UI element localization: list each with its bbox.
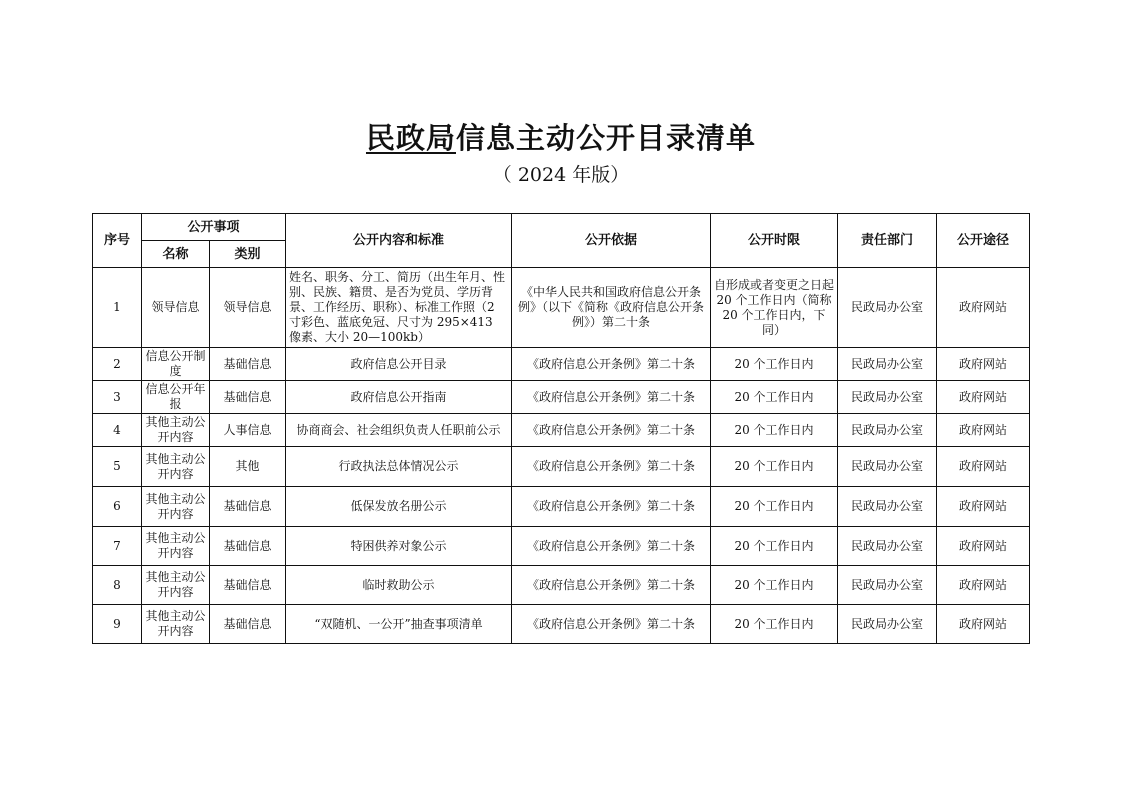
cell-basis: 《政府信息公开条例》第二十条 xyxy=(512,447,711,487)
document-title-underlined: 民政局 xyxy=(365,121,456,155)
header-department: 责任部门 xyxy=(838,214,937,268)
cell-content: 政府信息公开指南 xyxy=(286,381,512,414)
header-basis: 公开依据 xyxy=(512,214,711,268)
cell-category: 基础信息 xyxy=(210,566,286,605)
cell-basis: 《中华人民共和国政府信息公开条例》（以下《简称《政府信息公开条例》）第二十条 xyxy=(512,268,711,348)
cell-department: 民政局办公室 xyxy=(838,268,937,348)
cell-time-limit: 20 个工作日内 xyxy=(711,527,838,566)
cell-basis: 《政府信息公开条例》第二十条 xyxy=(512,414,711,447)
cell-seq: 8 xyxy=(93,566,142,605)
cell-time-limit: 自形成或者变更之日起 20 个工作日内（简称 20 个工作日内，下同） xyxy=(711,268,838,348)
cell-content: 特困供养对象公示 xyxy=(286,527,512,566)
cell-category: 其他 xyxy=(210,447,286,487)
cell-department: 民政局办公室 xyxy=(838,381,937,414)
table-row xyxy=(93,414,1030,447)
cell-content: 协商商会、社会组织负责人任职前公示 xyxy=(286,414,512,447)
cell-time-limit: 20 个工作日内 xyxy=(711,414,838,447)
cell-content: 姓名、职务、分工、简历（出生年月、性别、民族、籍贯、是否为党员、学历背景、工作经历、职称）、标准工作照（2 寸彩色、蓝底免冠、尺寸为 295×413 像素、大小 20—100kb） xyxy=(286,268,512,348)
table-row xyxy=(93,527,1030,566)
cell-channel: 政府网站 xyxy=(937,487,1030,527)
cell-name: 其他主动公开内容 xyxy=(142,566,210,605)
header-category: 类别 xyxy=(210,241,286,268)
cell-channel: 政府网站 xyxy=(937,381,1030,414)
cell-basis: 《政府信息公开条例》第二十条 xyxy=(512,605,711,644)
cell-time-limit: 20 个工作日内 xyxy=(711,447,838,487)
table-row xyxy=(93,487,1030,527)
cell-name: 信息公开制度 xyxy=(142,348,210,381)
cell-seq: 1 xyxy=(93,268,142,348)
cell-department: 民政局办公室 xyxy=(838,414,937,447)
table-row xyxy=(93,348,1030,381)
cell-department: 民政局办公室 xyxy=(838,447,937,487)
cell-category: 基础信息 xyxy=(210,487,286,527)
cell-seq: 6 xyxy=(93,487,142,527)
cell-name: 其他主动公开内容 xyxy=(142,487,210,527)
cell-content: “双随机、一公开”抽查事项清单 xyxy=(286,605,512,644)
cell-content: 临时救助公示 xyxy=(286,566,512,605)
document-title xyxy=(0,116,1122,157)
table-row xyxy=(93,268,1030,348)
cell-seq: 7 xyxy=(93,527,142,566)
cell-department: 民政局办公室 xyxy=(838,605,937,644)
cell-seq: 4 xyxy=(93,414,142,447)
cell-channel: 政府网站 xyxy=(937,605,1030,644)
cell-channel: 政府网站 xyxy=(937,566,1030,605)
cell-name: 信息公开年报 xyxy=(142,381,210,414)
cell-category: 基础信息 xyxy=(210,527,286,566)
cell-basis: 《政府信息公开条例》第二十条 xyxy=(512,487,711,527)
cell-channel: 政府网站 xyxy=(937,348,1030,381)
cell-seq: 9 xyxy=(93,605,142,644)
cell-category: 人事信息 xyxy=(210,414,286,447)
cell-channel: 政府网站 xyxy=(937,268,1030,348)
document-title-rest: 信息主动公开目录清单 xyxy=(456,121,757,155)
cell-basis: 《政府信息公开条例》第二十条 xyxy=(512,381,711,414)
cell-channel: 政府网站 xyxy=(937,447,1030,487)
cell-channel: 政府网站 xyxy=(937,527,1030,566)
header-seq: 序号 xyxy=(93,214,142,268)
cell-content: 政府信息公开目录 xyxy=(286,348,512,381)
cell-name: 其他主动公开内容 xyxy=(142,414,210,447)
cell-basis: 《政府信息公开条例》第二十条 xyxy=(512,348,711,381)
cell-time-limit: 20 个工作日内 xyxy=(711,381,838,414)
cell-category: 基础信息 xyxy=(210,605,286,644)
cell-seq: 3 xyxy=(93,381,142,414)
header-name: 名称 xyxy=(142,241,210,268)
table-row xyxy=(93,381,1030,414)
cell-content: 低保发放名册公示 xyxy=(286,487,512,527)
cell-content: 行政执法总体情况公示 xyxy=(286,447,512,487)
cell-time-limit: 20 个工作日内 xyxy=(711,348,838,381)
table-row xyxy=(93,605,1030,644)
cell-department: 民政局办公室 xyxy=(838,348,937,381)
cell-name: 其他主动公开内容 xyxy=(142,527,210,566)
table-row xyxy=(93,566,1030,605)
header-time-limit: 公开时限 xyxy=(711,214,838,268)
disclosure-catalog-table xyxy=(92,213,1030,644)
cell-basis: 《政府信息公开条例》第二十条 xyxy=(512,527,711,566)
header-channel: 公开途径 xyxy=(937,214,1030,268)
cell-time-limit: 20 个工作日内 xyxy=(711,566,838,605)
cell-department: 民政局办公室 xyxy=(838,566,937,605)
cell-name: 其他主动公开内容 xyxy=(142,605,210,644)
cell-basis: 《政府信息公开条例》第二十条 xyxy=(512,566,711,605)
cell-time-limit: 20 个工作日内 xyxy=(711,605,838,644)
cell-name: 领导信息 xyxy=(142,268,210,348)
cell-name: 其他主动公开内容 xyxy=(142,447,210,487)
cell-seq: 5 xyxy=(93,447,142,487)
cell-time-limit: 20 个工作日内 xyxy=(711,487,838,527)
cell-department: 民政局办公室 xyxy=(838,487,937,527)
cell-seq: 2 xyxy=(93,348,142,381)
document-subtitle: （ 2024 年版） xyxy=(492,164,630,186)
cell-category: 基础信息 xyxy=(210,381,286,414)
table-row xyxy=(93,447,1030,487)
cell-department: 民政局办公室 xyxy=(838,527,937,566)
cell-category: 基础信息 xyxy=(210,348,286,381)
cell-channel: 政府网站 xyxy=(937,414,1030,447)
cell-category: 领导信息 xyxy=(210,268,286,348)
header-content: 公开内容和标准 xyxy=(286,214,512,268)
header-item-group: 公开事项 xyxy=(142,214,286,241)
